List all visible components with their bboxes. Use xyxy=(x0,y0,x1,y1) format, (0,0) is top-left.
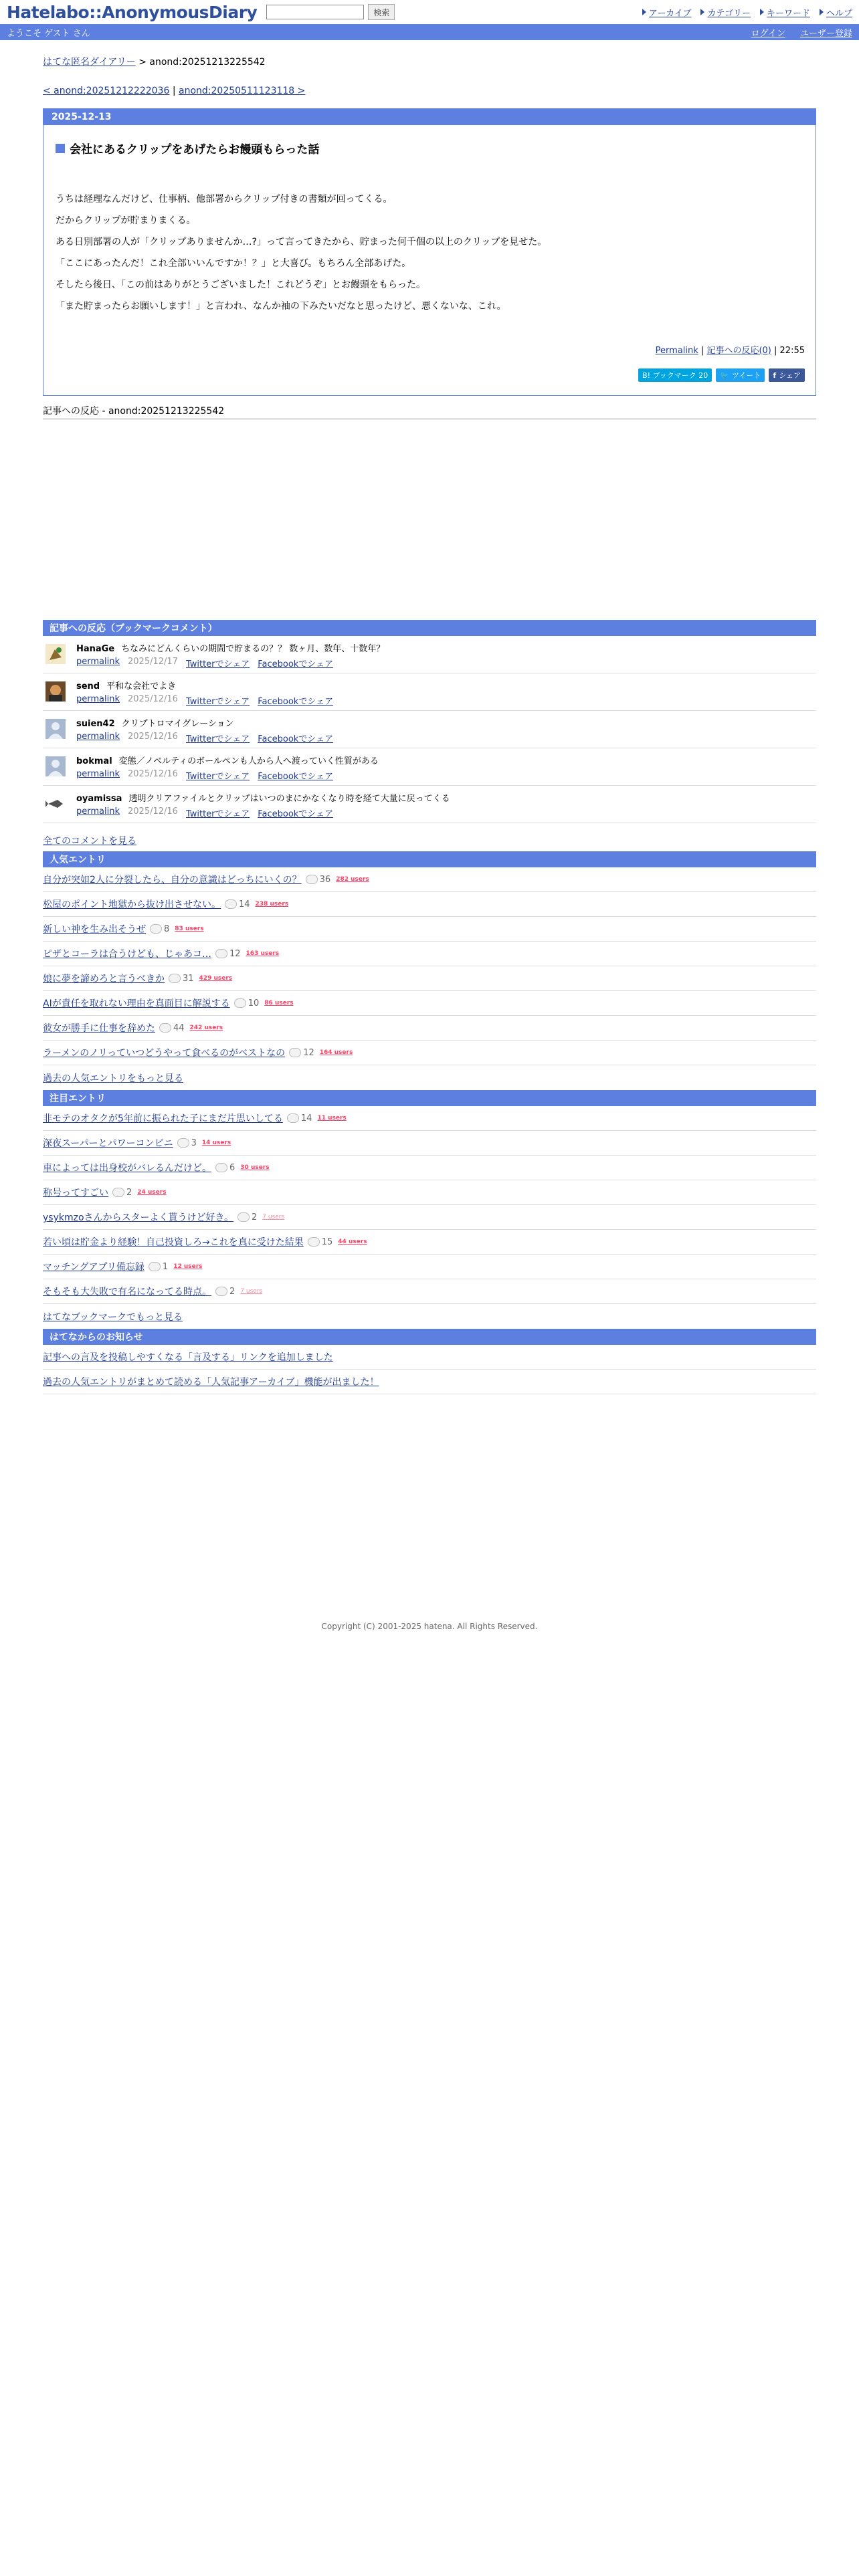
bookmark-users-link[interactable]: 11 users xyxy=(317,1115,347,1121)
comment-date: 2025/12/16 xyxy=(128,807,178,817)
twitter-bird-icon: 🐦 xyxy=(720,370,729,380)
speech-bubble-icon xyxy=(177,1138,189,1148)
comment-date: 2025/12/17 xyxy=(128,657,178,667)
comment-count: 2 xyxy=(237,1212,257,1222)
entry-row xyxy=(43,1230,816,1255)
avatar[interactable] xyxy=(45,644,66,664)
notice-link[interactable]: 過去の人気エントリがまとめて読める「人気記事アーカイブ」機能が出ました！ xyxy=(43,1377,379,1388)
reactions-link[interactable]: 記事への反応(0) xyxy=(706,346,771,356)
notice-link[interactable]: 記事への言及を投稿しやすくなる「言及する」リンクを追加しました xyxy=(43,1352,333,1363)
entry-paragraph: うちは経理なんだけど、仕事柄、他部署からクリップ付きの書類が回ってくる。 xyxy=(56,194,393,205)
main-content xyxy=(43,40,816,1394)
bookmark-users-link[interactable]: 282 users xyxy=(336,876,369,883)
entry-link[interactable]: 新しい神を生み出そうぜ xyxy=(43,924,146,935)
speech-bubble-icon xyxy=(112,1188,124,1197)
speech-bubble-icon xyxy=(237,1212,250,1222)
entry-row xyxy=(43,867,816,892)
comment-count: 6 xyxy=(215,1163,235,1173)
comment-item xyxy=(43,711,816,748)
speech-bubble-icon xyxy=(149,1262,161,1271)
reaction-heading: 記事への反応 - anond:20251213225542 xyxy=(43,404,816,419)
entry-link[interactable]: 自分が突如2人に分裂したら、自分の意識はどっちにいくの？ xyxy=(43,875,302,885)
breadcrumb-root[interactable]: はてな匿名ダイアリー xyxy=(43,57,136,68)
comment-text: 透明クリアファイルとクリップはいつのまにかなくなり時を経て大量に戻ってくる xyxy=(128,794,450,804)
bookmark-users-link[interactable]: 14 users xyxy=(201,1140,231,1146)
comment-count: 14 xyxy=(225,899,250,909)
comment-user[interactable]: HanaGe xyxy=(76,644,115,654)
comment-text: 平和な会社でよき xyxy=(106,681,177,691)
entry-link[interactable]: 称号ってすごい xyxy=(43,1188,108,1198)
notice-item xyxy=(43,1345,816,1370)
bookmark-users-link[interactable]: 164 users xyxy=(319,1049,353,1056)
search-input[interactable] xyxy=(266,5,364,19)
notice-section-title: はてなからのお知らせ xyxy=(43,1329,816,1345)
speech-bubble-icon xyxy=(289,1048,301,1057)
bookmark-users-link[interactable]: 24 users xyxy=(137,1189,167,1196)
comment-text: クリプトロマイグレーション xyxy=(121,719,234,729)
comment-user[interactable]: oyamissa xyxy=(76,794,122,804)
archive-link[interactable]: アーカイブ xyxy=(642,6,692,19)
entry-paragraph: ある日別部署の人が「クリップありませんか…?」って言ってきたから、貯まった何千個の以上のクリップを見せた。 xyxy=(56,237,547,247)
comment-count: 31 xyxy=(169,974,194,984)
notice-item xyxy=(43,1370,816,1394)
entry-link[interactable]: 松屋のポイント地獄から抜け出させない。 xyxy=(43,899,221,910)
entry-link[interactable]: そもそも大失敗で有名になってる時点。 xyxy=(43,1287,211,1297)
comment-count: 12 xyxy=(289,1048,314,1058)
facebook-share-button[interactable]: f シェア xyxy=(769,368,805,382)
comment-item xyxy=(43,636,816,673)
entry-pager: < anond:20251212222036 | anond:20250511123118 > xyxy=(43,86,306,96)
facebook-icon: f xyxy=(773,370,777,380)
comment-permalink[interactable]: permalink xyxy=(76,769,120,779)
bookmark-users-link[interactable]: 238 users xyxy=(255,901,289,907)
comment-permalink[interactable]: permalink xyxy=(76,732,120,742)
entry-paragraph: そしたら後日、「この前はありがとうございました！これどうぞ」とお饅頭をもらった。 xyxy=(56,280,425,290)
avatar[interactable] xyxy=(45,681,66,702)
entry-date: 2025-12-13 xyxy=(43,109,816,125)
twitter-share-link[interactable]: Twitterでシェア xyxy=(185,809,250,819)
attention-more-link[interactable]: はてなブックマークでもっと見る xyxy=(43,1311,183,1323)
ad-space xyxy=(43,419,816,620)
bookmark-users-link[interactable]: 242 users xyxy=(189,1025,223,1031)
avatar[interactable] xyxy=(45,794,66,814)
comment-count: 15 xyxy=(308,1237,333,1247)
speech-bubble-icon xyxy=(234,998,246,1008)
entry-link[interactable]: マッチングアプリ備忘録 xyxy=(43,1262,145,1273)
next-entry-link[interactable]: anond:20250511123118 > xyxy=(179,86,306,96)
speech-bubble-icon xyxy=(215,1163,227,1172)
entry-link[interactable]: 非モテのオタクが5年前に振られた子にまだ片思いしてる xyxy=(43,1113,283,1124)
entry-row xyxy=(43,1205,816,1230)
comment-count: 10 xyxy=(234,998,260,1008)
comment-user[interactable]: send xyxy=(76,681,100,691)
comment-count: 2 xyxy=(215,1287,235,1297)
twitter-share-link[interactable]: Twitterでシェア xyxy=(185,734,250,744)
comment-date: 2025/12/16 xyxy=(128,769,178,779)
entry-row xyxy=(43,1156,816,1180)
entry-link[interactable]: AIが責任を取れない理由を真面目に解説する xyxy=(43,998,230,1009)
entry-row xyxy=(43,966,816,991)
entry-row xyxy=(43,892,816,917)
entry-link[interactable]: ラーメンのノリっていつどうやって食べるのがベストなの xyxy=(43,1048,286,1059)
square-icon xyxy=(56,144,65,153)
entry-title-link[interactable]: 会社にあるクリップをあげたらお饅頭もらった話 xyxy=(70,143,320,156)
entry-row xyxy=(43,1106,816,1131)
comment-item xyxy=(43,786,816,823)
comment-text: ちなみにどんくらいの期間で貯まるの？？ 数ヶ月、数年、十数年？ xyxy=(121,644,385,654)
twitter-share-link[interactable]: Twitterでシェア xyxy=(185,659,250,669)
comment-user[interactable]: suien42 xyxy=(76,719,115,729)
popular-section-title: 人気エントリ xyxy=(43,851,816,867)
comment-count: 3 xyxy=(177,1138,197,1148)
comment-permalink[interactable]: permalink xyxy=(76,807,120,817)
speech-bubble-icon xyxy=(308,1237,320,1247)
facebook-share-link[interactable]: Facebookでシェア xyxy=(258,659,334,669)
register-link[interactable]: ユーザー登録 xyxy=(799,28,852,39)
help-link[interactable]: ヘルプ xyxy=(820,6,852,19)
comment-count: 44 xyxy=(159,1023,185,1033)
comment-item xyxy=(43,748,816,786)
speech-bubble-icon xyxy=(215,1287,227,1296)
comment-count: 12 xyxy=(215,949,241,959)
popular-list xyxy=(43,867,816,1065)
speech-bubble-icon xyxy=(287,1113,299,1123)
entry-footer: Permalink | 記事への反応(0) | 22:55 xyxy=(655,346,805,356)
bookmark-users-link[interactable]: 86 users xyxy=(264,1000,294,1006)
comment-count: 2 xyxy=(112,1188,132,1198)
entry-body xyxy=(56,189,816,317)
top-links xyxy=(642,6,852,19)
hatebu-button[interactable]: B! ブックマーク 20 xyxy=(638,368,712,382)
entry-paragraph: だからクリップが貯まりまくる。 xyxy=(56,215,196,226)
triangle-right-icon xyxy=(760,9,764,15)
triangle-right-icon xyxy=(820,9,824,15)
entry-row xyxy=(43,1016,816,1041)
entry-paragraph: 「ここにあったんだ！これ全部いいんですか！？」と大喜び。もちろん全部あげた。 xyxy=(56,258,411,269)
entry-time: 22:55 xyxy=(779,346,805,356)
welcome-text: ようこそ ゲスト さん xyxy=(7,28,90,39)
bookmark-users-link[interactable]: 429 users xyxy=(199,975,233,982)
speech-bubble-icon xyxy=(225,899,237,909)
bookmark-users-link[interactable]: 83 users xyxy=(175,926,204,932)
speech-bubble-icon xyxy=(159,1023,171,1033)
entry-row xyxy=(43,1041,816,1065)
comment-user[interactable]: bokmal xyxy=(76,756,112,766)
entry xyxy=(43,108,816,396)
entry-title xyxy=(56,140,816,156)
entry-link[interactable]: ysykmzoさんからスターよく貰うけど好き。 xyxy=(43,1212,233,1223)
comment-count: 1 xyxy=(149,1262,168,1272)
facebook-share-link[interactable]: Facebookでシェア xyxy=(258,772,334,782)
twitter-share-link[interactable]: Twitterでシェア xyxy=(185,772,250,782)
footer-copyright: Copyright (C) 2001-2025 hatena. All Rights Reserved. xyxy=(321,1622,538,1631)
entry-row xyxy=(43,991,816,1016)
bookmark-users-link[interactable]: 163 users xyxy=(246,950,280,957)
entry-row xyxy=(43,1131,816,1156)
triangle-right-icon xyxy=(642,9,646,15)
entry-link[interactable]: 彼女が勝手に仕事を辞めた xyxy=(43,1023,155,1034)
comment-text: 変態／ノベルティのボールペンも人から人へ渡っていく性質がある xyxy=(118,756,379,766)
avatar[interactable] xyxy=(45,719,66,739)
facebook-share-link[interactable]: Facebookでシェア xyxy=(258,809,334,819)
comment-date: 2025/12/16 xyxy=(128,732,178,742)
bookmark-users-link[interactable]: 44 users xyxy=(338,1239,367,1245)
breadcrumb: はてな匿名ダイアリー > anond:20251213225542 xyxy=(43,57,266,68)
comment-count: 8 xyxy=(150,924,169,934)
login-link[interactable]: ログイン xyxy=(751,28,785,39)
entry-paragraph: 「また貯まったらお願いします！」と言われ、なんか袖の下みたいだなと思ったけど、悪くないな、これ。 xyxy=(56,301,506,312)
permalink-link[interactable]: Permalink xyxy=(655,346,698,356)
comment-count: 14 xyxy=(287,1113,312,1123)
comments-section-title: 記事への反応（ブックマークコメント） xyxy=(43,620,816,636)
entry-link[interactable]: 深夜スーパーとパワーコンビニ xyxy=(43,1138,173,1149)
comments-list xyxy=(43,636,816,823)
speech-bubble-icon xyxy=(150,924,162,934)
entry-link[interactable]: 娘に夢を諦めろと言うべきか xyxy=(43,974,165,984)
all-comments-link[interactable]: 全てのコメントを見る xyxy=(43,836,136,847)
attention-list xyxy=(43,1106,816,1304)
triangle-right-icon xyxy=(700,9,704,15)
attention-section-title: 注目エントリ xyxy=(43,1090,816,1106)
bookmark-users-link[interactable]: 12 users xyxy=(173,1263,203,1270)
facebook-share-link[interactable]: Facebookでシェア xyxy=(258,697,334,707)
comment-date: 2025/12/16 xyxy=(128,694,178,704)
speech-bubble-icon xyxy=(215,949,227,958)
bookmark-users-link[interactable]: 30 users xyxy=(240,1164,270,1171)
avatar[interactable] xyxy=(45,756,66,776)
share-buttons xyxy=(638,368,805,382)
facebook-share-link[interactable]: Facebookでシェア xyxy=(258,734,334,744)
bookmark-users-link[interactable]: 7 users xyxy=(240,1288,263,1295)
entry-row xyxy=(43,1180,816,1205)
entry-link[interactable]: 若い頃は貯金より経験！自己投資しろ→これを真に受けた結果 xyxy=(43,1237,304,1248)
category-link[interactable]: カテゴリー xyxy=(700,6,750,19)
tweet-button[interactable]: 🐦 ツイート xyxy=(716,368,765,382)
popular-more-link[interactable]: 過去の人気エントリをもっと見る xyxy=(43,1073,183,1084)
comment-permalink[interactable]: permalink xyxy=(76,657,120,667)
user-bar xyxy=(0,24,859,40)
entry-row xyxy=(43,917,816,942)
comment-permalink[interactable]: permalink xyxy=(76,694,120,704)
prev-entry-link[interactable]: < anond:20251212222036 xyxy=(43,86,170,96)
search-form xyxy=(266,4,395,20)
search-button[interactable]: 検索 xyxy=(368,4,395,20)
bookmark-users-link[interactable]: 7 users xyxy=(262,1214,285,1220)
comment-item xyxy=(43,673,816,711)
header xyxy=(0,0,859,24)
speech-bubble-icon xyxy=(306,875,318,884)
comment-count: 36 xyxy=(306,875,331,885)
entry-link[interactable]: 車によっては出身校がバレるんだけど。 xyxy=(43,1163,211,1174)
breadcrumb-current: anond:20251213225542 xyxy=(149,57,266,68)
twitter-share-link[interactable]: Twitterでシェア xyxy=(185,697,250,707)
entry-link[interactable]: ピザとコーラは合うけども、じゃあコ… xyxy=(43,949,211,960)
site-logo[interactable]: Hatelabo::AnonymousDiary xyxy=(7,2,258,22)
entry-row xyxy=(43,1279,816,1304)
entry-row xyxy=(43,1255,816,1279)
speech-bubble-icon xyxy=(169,974,181,983)
entry-row xyxy=(43,942,816,966)
keyword-link[interactable]: キーワード xyxy=(760,6,810,19)
